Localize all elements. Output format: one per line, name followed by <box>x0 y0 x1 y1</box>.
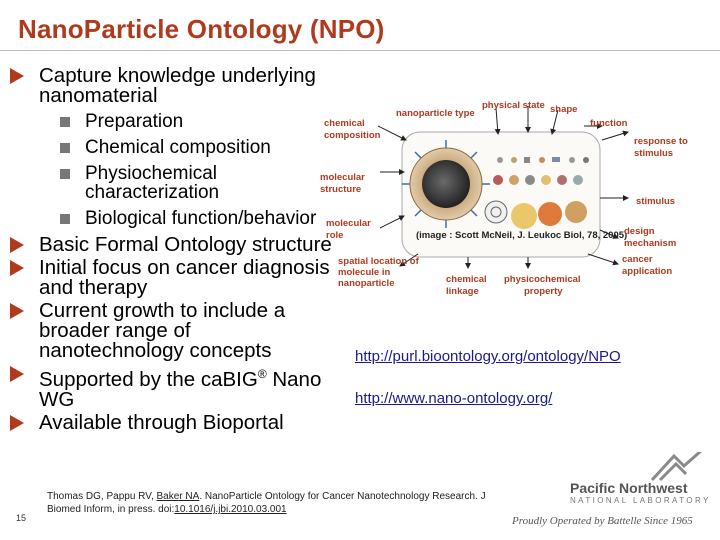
dendrimer-icon <box>485 201 507 223</box>
citation <box>47 490 497 516</box>
bullet-text: Available through Bioportal <box>39 410 284 434</box>
ontology-figure-svg <box>318 92 690 304</box>
label-shape: shape <box>550 104 578 115</box>
citation-authors: Thomas DG, Pappu RV, <box>47 491 157 502</box>
label-design: design <box>624 226 655 237</box>
label-mechanism: mechanism <box>624 238 677 249</box>
label-chemical: chemical <box>324 118 365 129</box>
label-function: function <box>590 118 628 129</box>
bullet-item <box>10 410 340 434</box>
label-application: application <box>622 266 673 277</box>
label-molecule-in: molecule in <box>338 267 391 278</box>
bullet-item <box>10 258 340 298</box>
sphere-icon <box>538 202 562 226</box>
bullet-arrow-icon <box>10 366 24 382</box>
bullet-square-icon <box>60 169 70 179</box>
logo-name: Pacific Northwest <box>570 480 688 496</box>
nano-ontology-link[interactable]: http://www.nano-ontology.org/ <box>355 390 553 407</box>
label-structure: structure <box>320 184 362 195</box>
bullet-square-icon <box>60 143 70 153</box>
bullet-square-icon <box>60 214 70 224</box>
registered-mark: ® <box>257 367 267 381</box>
bullet-arrow-icon <box>10 303 24 319</box>
slide-number: 15 <box>16 513 27 523</box>
bullet-arrow-icon <box>10 260 24 276</box>
sub-bullet-item <box>10 112 340 131</box>
sub-bullet-text: Preparation <box>85 111 184 132</box>
bullet-arrow-icon <box>10 68 24 84</box>
sub-bullet-item <box>10 164 340 202</box>
label-linkage: linkage <box>446 286 479 297</box>
bullet-text: Capture knowledge underlying nanomaterial <box>39 64 316 107</box>
sub-bullet-item <box>10 138 340 157</box>
label-stimulus: stimulus <box>634 148 674 159</box>
figure-credit: (image : Scott McNeil, J. Leukoc Biol, 78, 2005) <box>416 230 628 241</box>
slide-title: NanoParticle Ontology (NPO) <box>18 14 385 44</box>
label-physicochemical: physicochemical <box>504 274 581 285</box>
ontology-figure <box>318 92 690 304</box>
sub-bullet-text: Physiochemical characterization <box>85 163 220 203</box>
bullet-item <box>10 66 340 106</box>
bullet-text: Basic Formal Ontology structure <box>39 233 332 256</box>
bullet-item <box>10 235 340 255</box>
logo-tagline: Proudly Operated by Battelle Since 1965 <box>512 515 693 527</box>
pnnl-logo <box>512 452 712 538</box>
label-physical-state: physical state <box>482 100 545 111</box>
bullet-item <box>10 301 340 361</box>
bullet-arrow-icon <box>10 415 24 431</box>
label-nanoparticle-type: nanoparticle type <box>396 108 475 119</box>
label-role: role <box>326 230 344 241</box>
sub-bullet-item <box>10 209 340 228</box>
npo-bioportal-link[interactable]: http://purl.bioontology.org/ontology/NPO <box>355 348 621 365</box>
bullet-text-tail: Nano WG <box>39 367 322 411</box>
label-composition: composition <box>324 130 381 141</box>
bullet-square-icon <box>60 117 70 127</box>
title-divider <box>0 50 720 51</box>
particle-icon <box>565 201 587 223</box>
sub-bullet-text: Chemical composition <box>85 137 271 158</box>
bullet-text: Supported by the caBIG <box>39 367 258 391</box>
bullet-text: Current growth to include a broader range of nanotechnology concepts <box>39 299 286 362</box>
author-link[interactable]: Baker NA <box>156 491 200 502</box>
pnnl-logo-mark-icon <box>562 452 712 482</box>
label-molecular-role: molecular <box>326 218 371 229</box>
label-chemical-2: chemical <box>446 274 487 285</box>
logo-subtitle: NATIONAL LABORATORY <box>570 496 711 505</box>
liposome-icon <box>511 203 537 229</box>
label-property: property <box>524 286 563 297</box>
doi-link[interactable]: 10.1016/j.jbi.2010.03.001 <box>174 504 287 515</box>
label-molecular-structure: molecular <box>320 172 365 183</box>
sub-bullet-list <box>10 112 340 228</box>
bullet-text: Initial focus on cancer diagnosis and therapy <box>39 256 330 299</box>
nanoparticle-core <box>422 160 470 208</box>
bullet-list <box>10 66 340 436</box>
sub-bullet-text: Biological function/behavior <box>85 208 317 229</box>
label-cancer: cancer <box>622 254 653 265</box>
label-response-to: response to <box>634 136 688 147</box>
citation-body: . NanoParticle Ontology for Cancer Nanotechnology Research. J Biomed Inform, in press. doi: <box>47 491 486 515</box>
bullet-arrow-icon <box>10 237 24 253</box>
label-spatial-location: spatial location of <box>338 256 419 267</box>
label-stimulus-2: stimulus <box>636 196 676 207</box>
label-nanoparticle: nanoparticle <box>338 278 395 289</box>
bullet-item <box>10 364 340 410</box>
